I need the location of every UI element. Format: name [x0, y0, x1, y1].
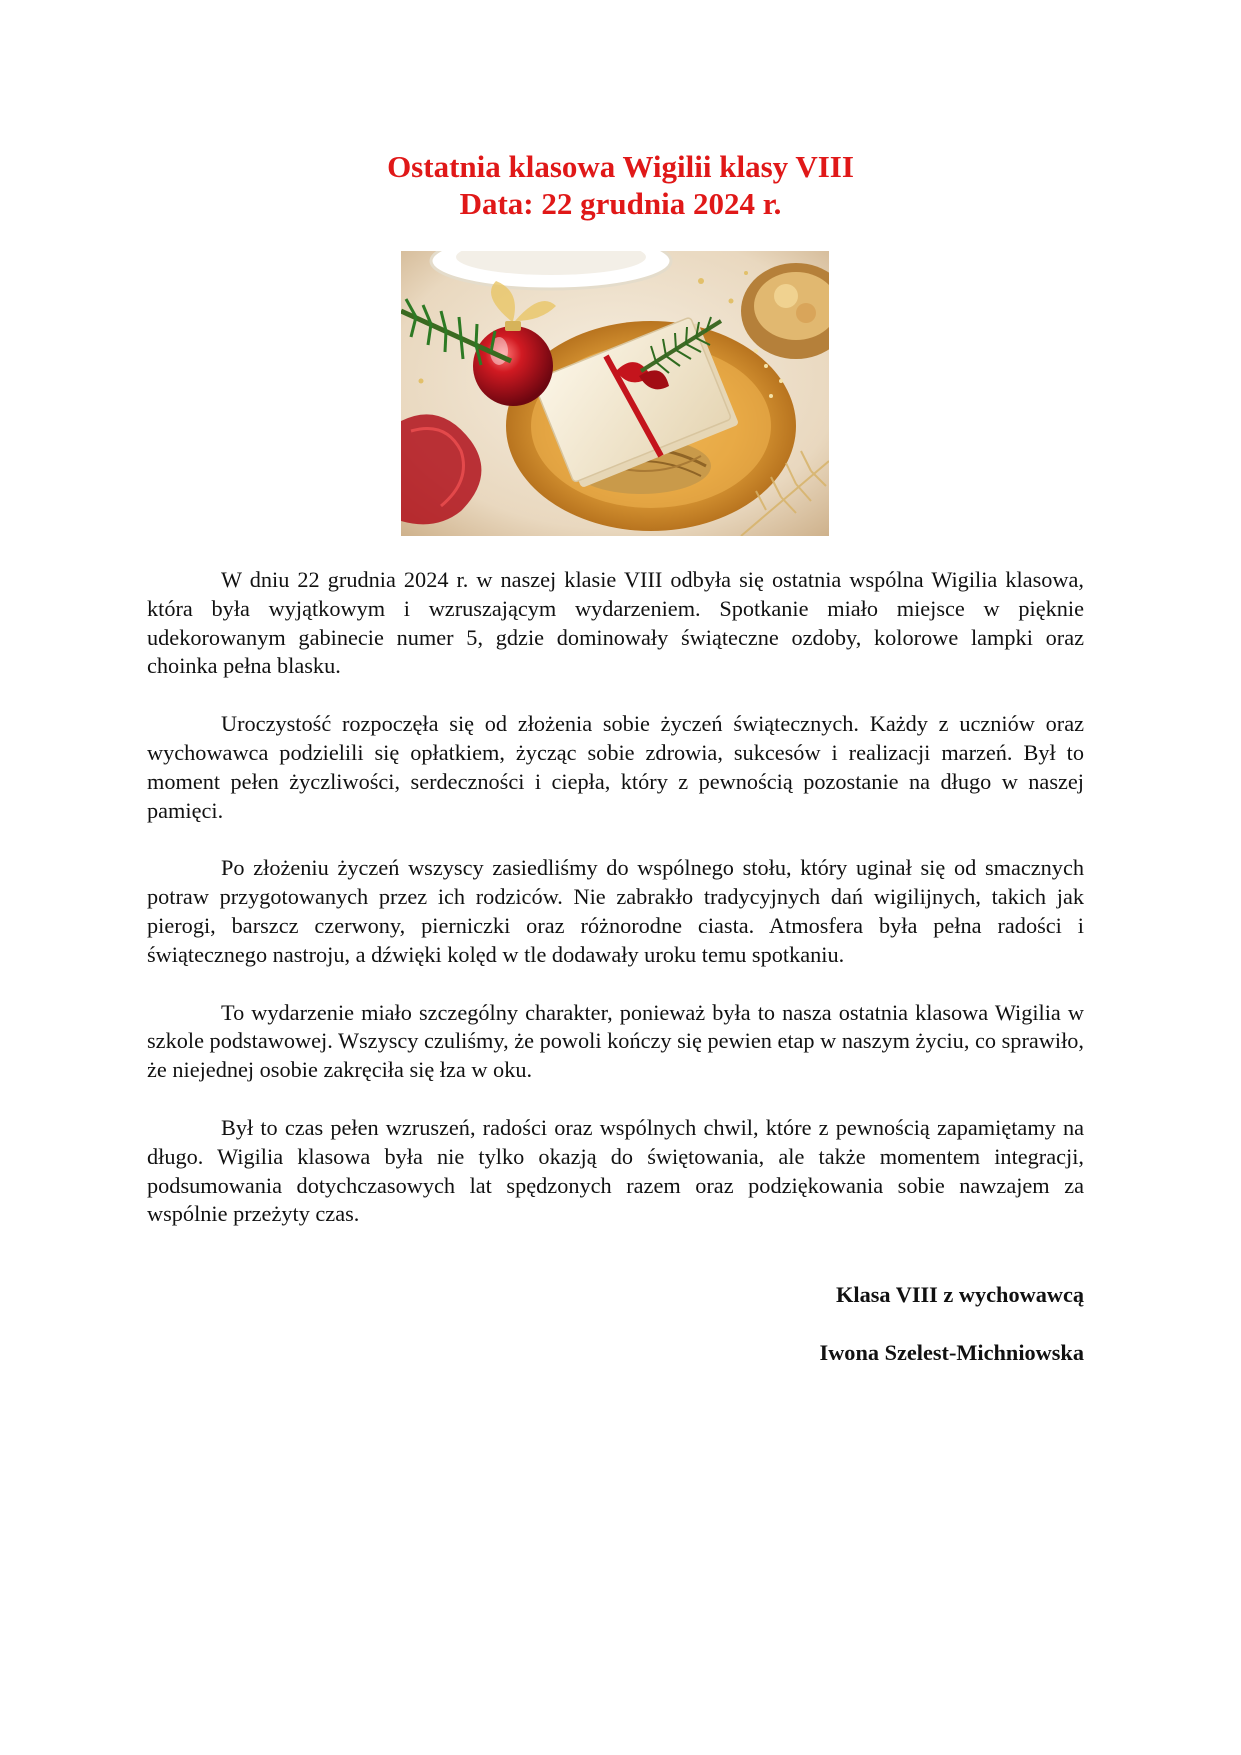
title-line-2: Data: 22 grudnia 2024 r.	[459, 186, 782, 221]
article-body	[147, 566, 1084, 1258]
paragraph-1: W dniu 22 grudnia 2024 r. w naszej klasie VIII odbyła się ostatnia wspólna Wigilia klasowa, która była wyjątkowym i wzruszającym wydarzeniem. Spotkanie miało miejsce w pięknie udekorowanym gabinecie numer 5, gdzie dominowały świąteczne ozdoby, kolorowe lampki oraz choinka pełna blasku.	[147, 567, 1084, 679]
christmas-table-setting-photo	[401, 251, 829, 536]
title-line-1: Ostatnia klasowa Wigilii klasy VIII	[387, 149, 854, 184]
signature-teacher: Iwona Szelest-Michniowska	[819, 1340, 1084, 1365]
document-title	[0, 148, 1241, 222]
paragraph-4: To wydarzenie miało szczególny charakter, ponieważ była to nasza ostatnia klasowa Wigilia w szkole podstawowej. Wszyscy czuliśmy, że powoli kończy się pewien etap w naszym życiu, co sprawiło, że niejednej osobie zakręciła się łza w oku.	[147, 999, 1084, 1083]
paragraph-5: Był to czas pełen wzruszeń, radości oraz wspólnych chwil, które z pewnością zapamiętamy na długo. Wigilia klasowa była nie tylko okazją do świętowania, ale także momentem integracji, podsumowania dotychczasowych lat spędzonych razem oraz podziękowania sobie nawzajem za wspólnie przeżyty czas.	[147, 1114, 1084, 1227]
paragraph-3: Po złożeniu życzeń wszyscy zasiedliśmy do wspólnego stołu, który uginał się od smacznych potraw przygotowanych przez ich rodziców. Nie zabrakło tradycyjnych dań wigilijnych, takich jak pierogi, barszcz czerwony, pierniczki oraz różnorodne ciasta. Atmosfera była pełna radości i świątecznego nastroju, a dźwięki kolęd w tle dodawały uroku temu spotkaniu.	[147, 855, 1084, 967]
paragraph-2: Uroczystość rozpoczęła się od złożenia sobie życzeń świątecznych. Każdy z uczniów oraz wychowawca podzielili się opłatkiem, życząc sobie zdrowia, sukcesów i realizacji marzeń. Był to moment pełen życzliwości, serdeczności i ciepła, który z pewnością pozostanie na długo w naszej pamięci.	[147, 711, 1084, 823]
signature-class: Klasa VIII z wychowawcą	[836, 1282, 1084, 1307]
